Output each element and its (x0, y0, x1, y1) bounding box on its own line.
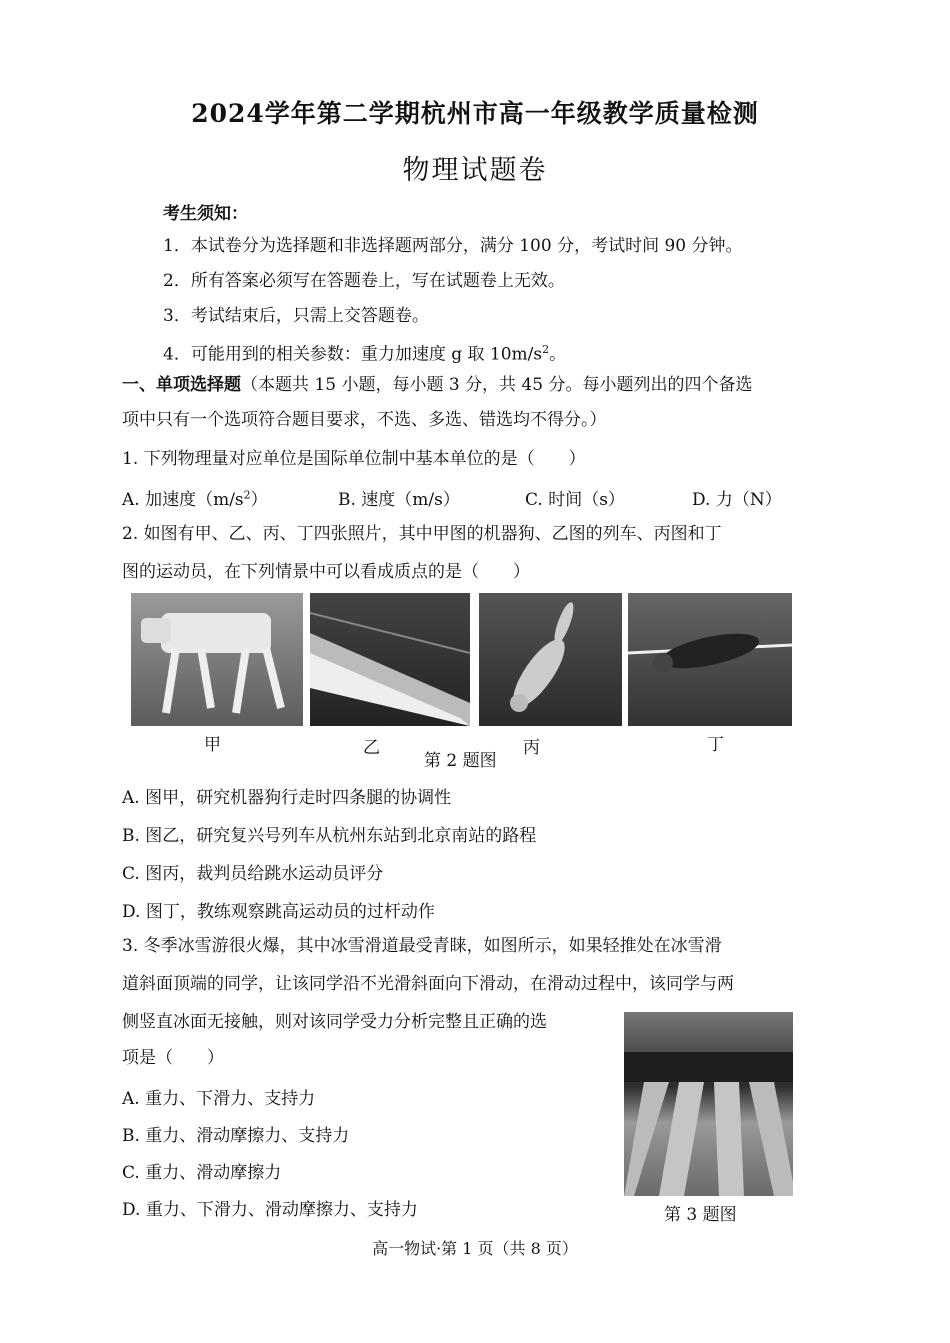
robot-dog-photo (131, 593, 303, 726)
notice-item-3: 3．考试结束后，只需上交答题卷。 (163, 306, 429, 326)
figure-3-caption: 第 3 题图 (664, 1205, 737, 1225)
question-1-option-b: B. 速度（m/s） (338, 490, 460, 510)
photo-label-yi: 乙 (363, 738, 380, 758)
photo-label-ding: 丁 (707, 735, 724, 755)
photo-label-bing: 丙 (523, 738, 540, 758)
ice-slide-photo (624, 1012, 793, 1196)
question-1-option-d: D. 力（N） (692, 490, 782, 510)
question-2-stem-line-1: 2. 如图有甲、乙、丙、丁四张照片，其中甲图的机器狗、乙图的列车、丙图和丁 (122, 524, 722, 544)
notice-item-4: 4．可能用到的相关参数：重力加速度 g 取 $10m/s^2$。 (163, 343, 567, 365)
question-3-stem-line-3: 侧竖直冰面无接触，则对该同学受力分析完整且正确的选 (122, 1012, 547, 1032)
diver-photo (479, 593, 622, 726)
question-3-option-b: B. 重力、滑动摩擦力、支持力 (122, 1126, 350, 1146)
photo-label-jia: 甲 (204, 735, 221, 755)
page-footer: 高一物试·第 1 页（共 8 页） (372, 1239, 578, 1258)
notice-item-1: 1．本试卷分为选择题和非选择题两部分，满分 100 分，考试时间 90 分钟。 (163, 236, 743, 256)
question-2-stem-line-2: 图的运动员，在下列情景中可以看成质点的是（ ） (122, 562, 530, 582)
question-3-stem-line-1: 3. 冬季冰雪游很火爆，其中冰雪滑道最受青睐，如图所示，如果轻推处在冰雪滑 (122, 936, 722, 956)
high-jump-photo (628, 593, 792, 726)
question-3-option-c: C. 重力、滑动摩擦力 (122, 1163, 282, 1183)
question-1-option-c: C. 时间（s） (525, 490, 625, 510)
section-description: 项中只有一个选项符合题目要求，不选、多选、错选均不得分。） (122, 410, 607, 430)
question-1-option-a: A. 加速度$(m/s^2)$ (122, 488, 268, 510)
question-2-option-b: B. 图乙，研究复兴号列车从杭州东站到北京南站的路程 (122, 826, 537, 846)
page-subtitle: 物理试题卷 (402, 155, 548, 186)
question-3-option-a: A. 重力、下滑力、支持力 (122, 1089, 316, 1109)
question-1-stem: 1. 下列物理量对应单位是国际单位制中基本单位的是（ ） (122, 449, 586, 469)
question-2-option-d: D. 图丁，教练观察跳高运动员的过杆动作 (122, 902, 435, 922)
question-2-option-a: A. 图甲，研究机器狗行走时四条腿的协调性 (122, 788, 452, 808)
page-title: 2024学年第二学期杭州市高一年级教学质量检测 (191, 99, 759, 128)
notice-item-2: 2．所有答案必须写在答题卷上，写在试题卷上无效。 (163, 271, 565, 291)
question-3-stem-line-2: 道斜面顶端的同学，让该同学沿不光滑斜面向下滑动，在滑动过程中，该同学与两 (122, 974, 734, 994)
question-3-stem-line-4: 项是（ ） (122, 1048, 224, 1068)
question-2-option-c: C. 图丙，裁判员给跳水运动员评分 (122, 864, 384, 884)
train-photo (310, 593, 470, 726)
question-3-option-d: D. 重力、下滑力、滑动摩擦力、支持力 (122, 1200, 418, 1220)
section-heading: 一、单项选择题（本题共 15 小题，每小题 3 分，共 45 分。每小题列出的四个备选 (122, 375, 753, 395)
figure-2-caption: 第 2 题图 (424, 751, 497, 771)
notice-heading: 考生须知： (163, 204, 248, 224)
